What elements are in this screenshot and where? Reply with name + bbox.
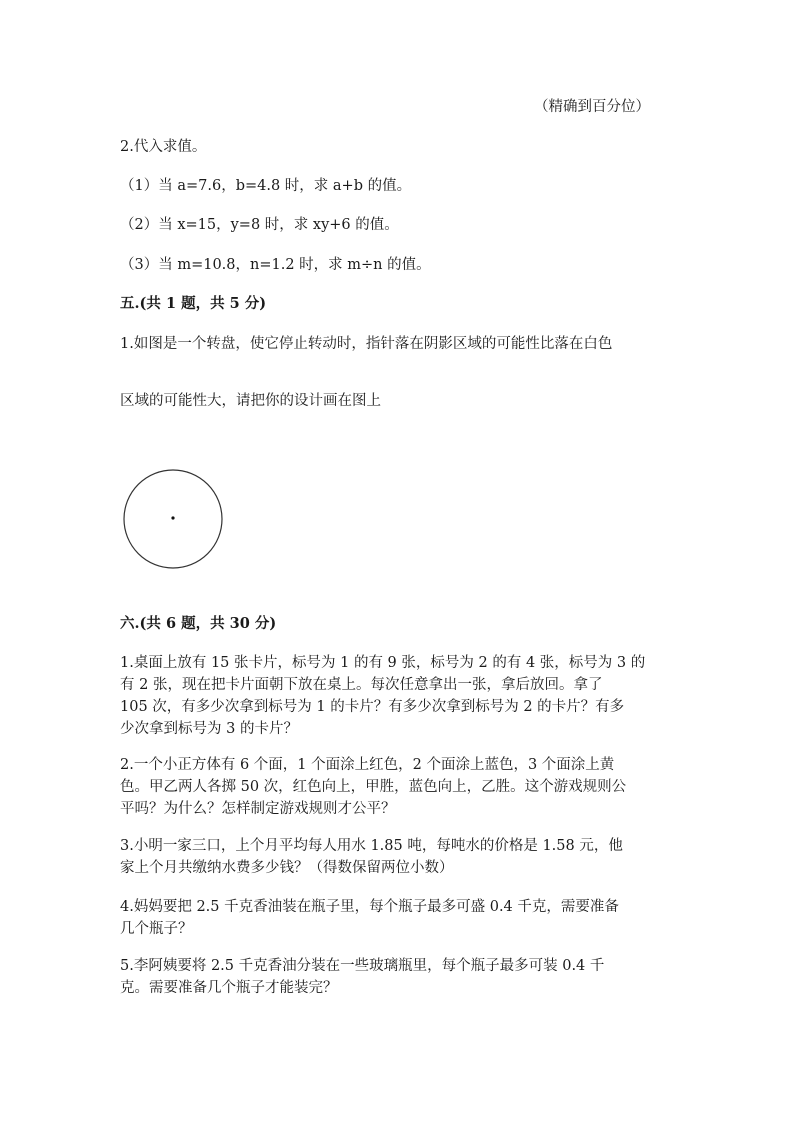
section6-q3	[120, 835, 680, 879]
q2-item-1: （1）当 a=7.6，b=4.8 时，求 a+b 的值。	[120, 178, 412, 194]
q2-item-3: （3）当 m=10.8，n=1.2 时，求 m÷n 的值。	[120, 257, 431, 273]
section6-q5	[120, 955, 680, 999]
q2-item-2: （2）当 x=15，y=8 时，求 xy+6 的值。	[120, 217, 399, 233]
precision-note: （精确到百分位）	[534, 99, 650, 115]
section5-q1-line2: 区域的可能性大，请把你的设计画在图上	[120, 393, 381, 409]
section6-q1-line: 105 次，有多少次拿到标号为 1 的卡片？有多少次拿到标号为 2 的卡片？有多	[120, 699, 625, 715]
section6-q3-line: 3.小明一家三口，上个月平均每人用水 1.85 吨，每吨水的价格是 1.58 元，他	[120, 838, 623, 854]
section6-q4	[120, 896, 680, 940]
section6-q1-line: 1.桌面上放有 15 张卡片，标号为 1 的有 9 张，标号为 2 的有 4 张，标号为 3 的	[120, 655, 646, 671]
section6-q2-line: 2.一个小正方体有 6 个面，1 个面涂上红色，2 个面涂上蓝色，3 个面涂上黄	[120, 757, 615, 773]
section6-q4-line: 几个瓶子？	[120, 921, 193, 937]
section5-q1-line1: 1.如图是一个转盘，使它停止转动时，指针落在阴影区域的可能性比落在白色	[120, 336, 613, 352]
spinner-diagram	[121, 467, 225, 571]
section6-q1	[120, 652, 680, 740]
section6-q1-line: 有 2 张，现在把卡片面朝下放在桌上。每次任意拿出一张，拿后放回。拿了	[120, 677, 603, 693]
section6-q5-line: 克。需要准备几个瓶子才能装完？	[120, 980, 338, 996]
section6-heading: 六.(共 6 题，共 30 分)	[120, 615, 277, 632]
spinner-circle	[121, 467, 225, 571]
spinner-center-dot	[171, 516, 174, 519]
section6-q2	[120, 754, 680, 820]
section5-heading: 五.(共 1 题，共 5 分)	[120, 295, 267, 312]
section6-q2-line: 色。甲乙两人各掷 50 次，红色向上，甲胜，蓝色向上，乙胜。这个游戏规则公	[120, 779, 627, 795]
section6-q5-line: 5.李阿姨要将 2.5 千克香油分装在一些玻璃瓶里，每个瓶子最多可装 0.4 千	[120, 958, 605, 974]
section6-q4-line: 4.妈妈要把 2.5 千克香油装在瓶子里，每个瓶子最多可盛 0.4 千克，需要准备	[120, 899, 619, 915]
q2-title: 2.代入求值。	[120, 139, 207, 155]
section6-q3-line: 家上个月共缴纳水费多少钱？（得数保留两位小数）	[120, 860, 454, 876]
section6-q1-line: 少次拿到标号为 3 的卡片？	[120, 721, 298, 737]
section6-q2-line: 平吗？为什么？怎样制定游戏规则才公平？	[120, 801, 396, 817]
